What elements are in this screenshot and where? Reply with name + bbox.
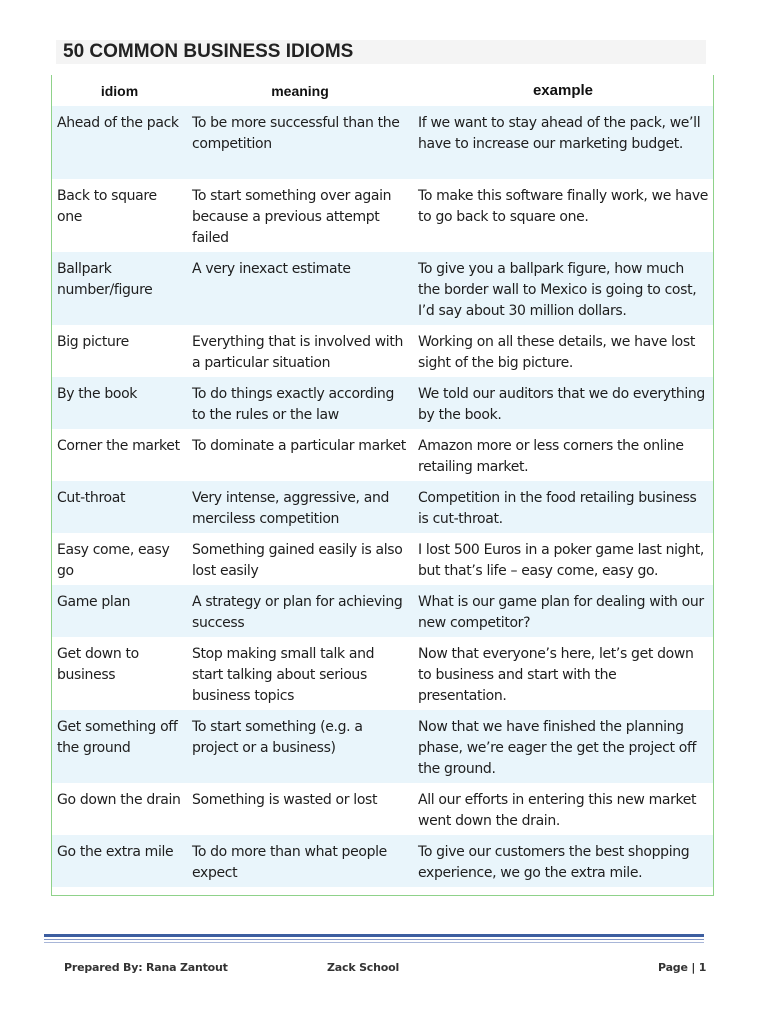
table-row xyxy=(52,533,713,585)
table-row xyxy=(52,429,713,481)
example-cell: Now that we have finished the planning phase, we’re eager the get the project off the ground. xyxy=(413,710,713,783)
header-example: example xyxy=(532,82,594,99)
idiom-cell: Ballpark number/figure xyxy=(52,252,187,325)
table-row xyxy=(52,481,713,533)
example-cell: All our efforts in entering this new market went down the drain. xyxy=(418,792,697,829)
meaning-cell: Stop making small talk and start talking about serious business topics xyxy=(192,646,375,704)
example-cell: To give our customers the best shopping experience, we go the extra mile. xyxy=(413,835,713,887)
table-row xyxy=(52,377,713,429)
meaning-cell: To do things exactly according to the rules or the law xyxy=(187,377,413,429)
meaning-cell: Very intense, aggressive, and merciless competition xyxy=(187,481,413,533)
table-row xyxy=(52,585,713,637)
meaning-cell: Something is wasted or lost xyxy=(192,792,378,808)
meaning-cell: To be more successful than the competition xyxy=(187,106,413,179)
table-row xyxy=(52,325,713,377)
header-meaning: meaning xyxy=(271,82,329,99)
idiom-cell: Cut-throat xyxy=(52,481,187,533)
idiom-cell: By the book xyxy=(52,377,187,429)
meaning-cell: To start something over again because a previous attempt failed xyxy=(192,188,392,246)
table-row xyxy=(52,106,713,179)
meaning-cell: Everything that is involved with a particular situation xyxy=(192,334,404,371)
meaning-cell: To dominate a particular market xyxy=(192,438,406,454)
example-cell: To give you a ballpark figure, how much the border wall to Mexico is going to cost, I’d say about 30 million dollars. xyxy=(413,252,713,325)
example-cell: What is our game plan for dealing with our new competitor? xyxy=(413,585,713,637)
table-row xyxy=(52,835,713,887)
footer-page-number: Page | 1 xyxy=(658,961,707,974)
page-title: 50 COMMON BUSINESS IDIOMS xyxy=(56,40,706,64)
example-cell: Competition in the food retailing business is cut-throat. xyxy=(413,481,713,533)
footer-school: Zack School xyxy=(327,961,400,974)
example-cell: Now that everyone’s here, let’s get down to business and start with the presentation. xyxy=(418,646,694,704)
idiom-cell: Go down the drain xyxy=(57,792,181,808)
footer-divider xyxy=(44,934,704,937)
table-row xyxy=(52,179,713,252)
table-row xyxy=(52,710,713,783)
idiom-cell: Big picture xyxy=(57,334,129,350)
example-cell: Working on all these details, we have lost sight of the big picture. xyxy=(418,334,695,371)
idiom-cell: Ahead of the pack xyxy=(52,106,187,179)
footer-prepared-by: Prepared By: Rana Zantout xyxy=(64,961,228,974)
example-cell: If we want to stay ahead of the pack, we’ll have to increase our marketing budget. xyxy=(413,106,713,179)
idiom-cell: Game plan xyxy=(52,585,187,637)
idiom-cell: Get down to business xyxy=(57,646,139,683)
meaning-cell: A strategy or plan for achieving success xyxy=(187,585,413,637)
table-row xyxy=(52,783,713,835)
example-cell: We told our auditors that we do everything by the book. xyxy=(413,377,713,429)
meaning-cell: A very inexact estimate xyxy=(187,252,413,325)
idiom-cell: Back to square one xyxy=(57,188,157,225)
idioms-table xyxy=(52,75,713,887)
footer-divider xyxy=(44,939,704,940)
table-row xyxy=(52,252,713,325)
meaning-cell: Something gained easily is also lost easily xyxy=(192,542,403,579)
footer-divider xyxy=(44,942,704,943)
example-cell: Amazon more or less corners the online retailing market. xyxy=(418,438,684,475)
table-row xyxy=(52,637,713,710)
meaning-cell: To do more than what people expect xyxy=(187,835,413,887)
idiom-cell: Go the extra mile xyxy=(52,835,187,887)
header-idiom: idiom xyxy=(100,82,139,99)
meaning-cell: To start something (e.g. a project or a business) xyxy=(187,710,413,783)
example-cell: To make this software finally work, we have to go back to square one. xyxy=(418,188,709,225)
idiom-cell: Get something off the ground xyxy=(52,710,187,783)
example-cell: I lost 500 Euros in a poker game last night, but that’s life – easy come, easy go. xyxy=(418,542,704,579)
table-header-row xyxy=(52,75,713,106)
idiom-cell: Easy come, easy go xyxy=(57,542,170,579)
idiom-cell: Corner the market xyxy=(57,438,180,454)
idioms-table-frame xyxy=(51,75,714,896)
